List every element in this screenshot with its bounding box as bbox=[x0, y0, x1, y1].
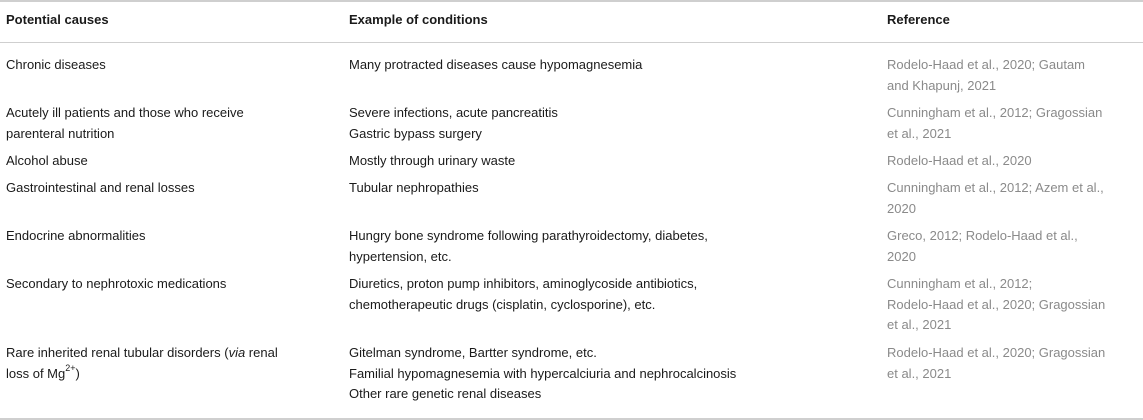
conditions-cell bbox=[349, 151, 869, 172]
cause-cell bbox=[6, 103, 326, 144]
reference-text: Rodelo-Haad et al., 2020; Gragossian bbox=[887, 296, 1106, 312]
cause-cell bbox=[6, 178, 326, 199]
conditions-text: Severe infections, acute pancreatitis bbox=[349, 105, 558, 120]
reference-text: Rodelo-Haad et al., 2020; Gragossian bbox=[887, 345, 1106, 360]
reference-text: Rodelo-Haad et al., 2020; Gautam bbox=[887, 57, 1086, 72]
conditions-text: Mostly through urinary waste bbox=[349, 153, 516, 168]
reference-text: et al., 2021 bbox=[887, 365, 952, 381]
reference-text: Greco, 2012; Rodelo-Haad et al., bbox=[887, 228, 1078, 243]
cause-cell bbox=[6, 151, 326, 172]
reference-cell bbox=[887, 55, 1139, 96]
cause-text-italic: via bbox=[228, 345, 246, 360]
reference-text: 2020 bbox=[887, 200, 916, 216]
cause-cell bbox=[6, 274, 326, 295]
conditions-cell bbox=[349, 226, 869, 267]
cause-text: Gastrointestinal and renal losses bbox=[6, 180, 195, 195]
conditions-cell bbox=[349, 274, 869, 315]
cause-text: Alcohol abuse bbox=[6, 153, 88, 168]
reference-text: 2020 bbox=[887, 248, 916, 264]
header-reference: Reference bbox=[887, 12, 950, 27]
cause-cell bbox=[6, 343, 326, 384]
conditions-text: Other rare genetic renal diseases bbox=[349, 386, 542, 402]
conditions-text: Many protracted diseases cause hypomagnesemia bbox=[349, 57, 643, 72]
conditions-cell bbox=[349, 103, 869, 144]
cause-text bbox=[6, 364, 326, 385]
reference-text: et al., 2021 bbox=[887, 125, 952, 141]
reference-text: Rodelo-Haad et al., 2020 bbox=[887, 153, 1032, 168]
reference-cell bbox=[887, 226, 1139, 267]
cause-text: Secondary to nephrotoxic medications bbox=[6, 276, 227, 291]
cause-text bbox=[6, 343, 326, 364]
reference-text: Cunningham et al., 2012; Azem et al., bbox=[887, 180, 1104, 195]
cause-text-part: loss of Mg bbox=[6, 365, 66, 381]
cause-text-part: Rare inherited renal tubular disorders ( bbox=[6, 345, 229, 360]
conditions-cell bbox=[349, 55, 869, 76]
reference-cell bbox=[887, 178, 1139, 219]
conditions-text: Gastric bypass surgery bbox=[349, 125, 482, 141]
conditions-text: Hungry bone syndrome following parathyroidectomy, diabetes, bbox=[349, 228, 708, 243]
cause-cell bbox=[6, 55, 326, 76]
conditions-text: Familial hypomagnesemia with hypercalciuria and nephrocalcinosis bbox=[349, 365, 737, 381]
reference-cell bbox=[887, 343, 1139, 384]
reference-text: et al., 2021 bbox=[887, 317, 952, 333]
conditions-text: Tubular nephropathies bbox=[349, 180, 479, 195]
cause-text-part: renal bbox=[245, 345, 278, 360]
conditions-text: Gitelman syndrome, Bartter syndrome, etc. bbox=[349, 345, 597, 360]
conditions-text: hypertension, etc. bbox=[349, 248, 452, 264]
conditions-text: Diuretics, proton pump inhibitors, aminoglycoside antibiotics, bbox=[349, 276, 698, 291]
charge-superscript: 2+ bbox=[65, 363, 76, 374]
conditions-cell bbox=[349, 343, 869, 405]
reference-text: and Khapunj, 2021 bbox=[887, 77, 997, 93]
reference-cell bbox=[887, 151, 1139, 172]
reference-cell bbox=[887, 103, 1139, 144]
cause-text-part: ) bbox=[75, 365, 80, 381]
cause-text: parenteral nutrition bbox=[6, 125, 115, 141]
header-potential-causes: Potential causes bbox=[6, 12, 109, 27]
cause-text: Acutely ill patients and those who receive bbox=[6, 105, 244, 120]
reference-text: Cunningham et al., 2012; Gragossian bbox=[887, 105, 1103, 120]
header-rule bbox=[0, 42, 1143, 43]
reference-cell bbox=[887, 274, 1139, 336]
table-top-rule bbox=[0, 0, 1143, 2]
header-example-of-conditions: Example of conditions bbox=[349, 12, 488, 27]
conditions-text: chemotherapeutic drugs (cisplatin, cyclosporine), etc. bbox=[349, 296, 656, 312]
conditions-cell bbox=[349, 178, 869, 199]
cause-text: Chronic diseases bbox=[6, 57, 106, 72]
reference-text: Cunningham et al., 2012; bbox=[887, 276, 1033, 291]
cause-cell bbox=[6, 226, 326, 247]
cause-text: Endocrine abnormalities bbox=[6, 228, 146, 243]
